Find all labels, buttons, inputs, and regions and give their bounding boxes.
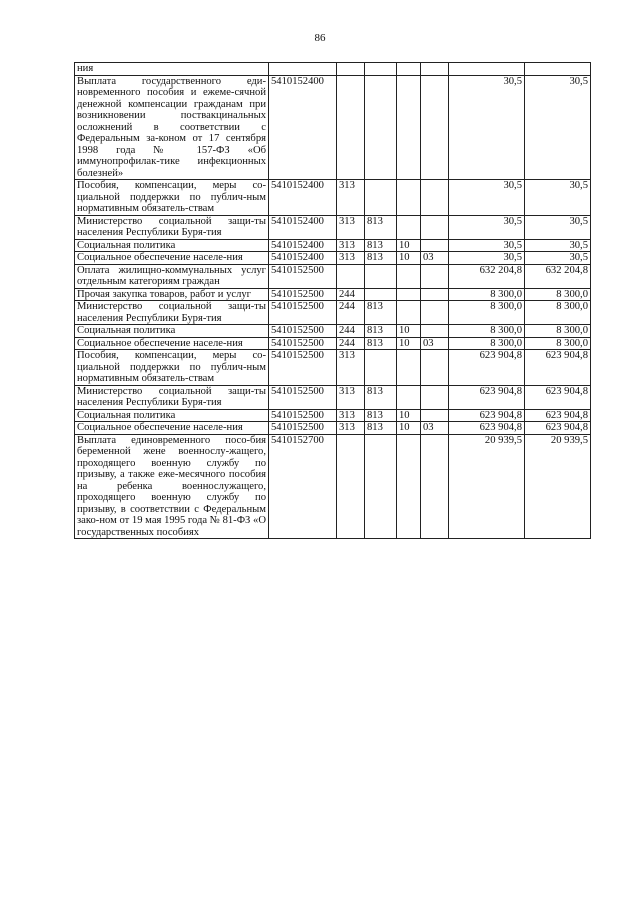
- cell-expense-type: [337, 63, 365, 76]
- cell-amount-1: 30,5: [449, 252, 525, 265]
- table-row: [75, 63, 591, 76]
- page-number: 86: [314, 32, 326, 44]
- cell-subsection: [421, 301, 449, 325]
- cell-amount-2: 632 204,8: [525, 264, 591, 288]
- cell-subsection: [421, 385, 449, 409]
- cell-target-code: 5410152500: [269, 337, 337, 350]
- cell-name: Социальное обеспечение населе-ния: [75, 252, 269, 265]
- cell-section: [397, 434, 421, 539]
- cell-subsection: [421, 180, 449, 216]
- cell-amount-2: 623 904,8: [525, 385, 591, 409]
- cell-target-code: 5410152500: [269, 409, 337, 422]
- budget-table: [74, 62, 591, 539]
- cell-amount-1: 623 904,8: [449, 422, 525, 435]
- cell-amount-1: 623 904,8: [449, 409, 525, 422]
- cell-name: Социальная политика: [75, 239, 269, 252]
- cell-amount-2: 623 904,8: [525, 422, 591, 435]
- cell-amount-1: 8 300,0: [449, 301, 525, 325]
- cell-subsection: 03: [421, 422, 449, 435]
- cell-expense-type: 313: [337, 180, 365, 216]
- cell-amount-2: 8 300,0: [525, 301, 591, 325]
- cell-expense-type: 313: [337, 239, 365, 252]
- cell-ministry-code: 813: [365, 239, 397, 252]
- cell-amount-1: 8 300,0: [449, 288, 525, 301]
- cell-amount-1: 8 300,0: [449, 337, 525, 350]
- cell-name: Выплата государственного еди-новременного пособия и ежеме-сячной денежной компенсации гражданам при возникновении поствакцинальных осложнений в соответствии с Федеральным за-коном от 17 сентября 1998 года № 157-ФЗ «Об иммунопрофилак-тике инфекционных болезней»: [75, 75, 269, 180]
- cell-amount-2: 30,5: [525, 75, 591, 180]
- cell-target-code: 5410152500: [269, 301, 337, 325]
- cell-name: Социальное обеспечение населе-ния: [75, 337, 269, 350]
- cell-amount-2: 30,5: [525, 252, 591, 265]
- cell-section: [397, 264, 421, 288]
- cell-name: Министерство социальной защи-ты населения Республики Буря-тия: [75, 385, 269, 409]
- cell-target-code: 5410152400: [269, 75, 337, 180]
- cell-target-code: 5410152500: [269, 264, 337, 288]
- cell-section: [397, 301, 421, 325]
- cell-target-code: 5410152400: [269, 180, 337, 216]
- cell-expense-type: 313: [337, 385, 365, 409]
- cell-amount-1: [449, 63, 525, 76]
- cell-ministry-code: [365, 434, 397, 539]
- cell-expense-type: 244: [337, 288, 365, 301]
- table-row: [75, 215, 591, 239]
- cell-section: [397, 63, 421, 76]
- cell-expense-type: 244: [337, 337, 365, 350]
- table-row: [75, 409, 591, 422]
- cell-amount-2: 30,5: [525, 180, 591, 216]
- cell-subsection: [421, 63, 449, 76]
- cell-amount-2: 8 300,0: [525, 337, 591, 350]
- table-row: [75, 385, 591, 409]
- cell-subsection: 03: [421, 337, 449, 350]
- cell-name: ния: [75, 63, 269, 76]
- cell-target-code: 5410152400: [269, 239, 337, 252]
- cell-subsection: 03: [421, 252, 449, 265]
- table-row: [75, 180, 591, 216]
- cell-name: Социальная политика: [75, 409, 269, 422]
- cell-subsection: [421, 409, 449, 422]
- cell-expense-type: 313: [337, 409, 365, 422]
- table-row: [75, 75, 591, 180]
- cell-expense-type: 313: [337, 215, 365, 239]
- cell-subsection: [421, 215, 449, 239]
- cell-name: Социальное обеспечение населе-ния: [75, 422, 269, 435]
- cell-section: [397, 75, 421, 180]
- cell-target-code: 5410152400: [269, 252, 337, 265]
- cell-amount-1: 8 300,0: [449, 325, 525, 338]
- cell-expense-type: 313: [337, 422, 365, 435]
- cell-ministry-code: [365, 288, 397, 301]
- cell-amount-1: 30,5: [449, 75, 525, 180]
- cell-expense-type: [337, 434, 365, 539]
- cell-name: Социальная политика: [75, 325, 269, 338]
- cell-amount-1: 20 939,5: [449, 434, 525, 539]
- cell-amount-2: 8 300,0: [525, 288, 591, 301]
- cell-name: Оплата жилищно-коммунальных услуг отдельным категориям граждан: [75, 264, 269, 288]
- cell-section: [397, 350, 421, 386]
- cell-ministry-code: 813: [365, 301, 397, 325]
- cell-name: Пособия, компенсации, меры со-циальной поддержки по публич-ным нормативным обязатель-ствам: [75, 180, 269, 216]
- table-row: [75, 288, 591, 301]
- cell-section: 10: [397, 325, 421, 338]
- cell-section: [397, 288, 421, 301]
- cell-amount-1: 632 204,8: [449, 264, 525, 288]
- table-row: [75, 239, 591, 252]
- cell-section: 10: [397, 337, 421, 350]
- table-row: [75, 337, 591, 350]
- cell-amount-2: 623 904,8: [525, 409, 591, 422]
- cell-ministry-code: 813: [365, 337, 397, 350]
- cell-amount-2: [525, 63, 591, 76]
- cell-name: Прочая закупка товаров, работ и услуг: [75, 288, 269, 301]
- cell-section: 10: [397, 252, 421, 265]
- cell-target-code: 5410152500: [269, 350, 337, 386]
- cell-target-code: 5410152500: [269, 288, 337, 301]
- cell-expense-type: 244: [337, 325, 365, 338]
- cell-expense-type: 313: [337, 350, 365, 386]
- table-body: [75, 63, 591, 539]
- table-row: [75, 252, 591, 265]
- table-row: [75, 301, 591, 325]
- cell-section: [397, 215, 421, 239]
- cell-ministry-code: 813: [365, 409, 397, 422]
- cell-subsection: [421, 239, 449, 252]
- cell-target-code: 5410152500: [269, 325, 337, 338]
- table-row: [75, 350, 591, 386]
- cell-ministry-code: 813: [365, 215, 397, 239]
- cell-target-code: 5410152700: [269, 434, 337, 539]
- cell-section: 10: [397, 422, 421, 435]
- cell-target-code: 5410152500: [269, 385, 337, 409]
- cell-ministry-code: [365, 350, 397, 386]
- cell-amount-1: 623 904,8: [449, 385, 525, 409]
- cell-expense-type: [337, 264, 365, 288]
- table-row: [75, 434, 591, 539]
- cell-section: 10: [397, 239, 421, 252]
- cell-ministry-code: 813: [365, 385, 397, 409]
- cell-ministry-code: [365, 264, 397, 288]
- cell-amount-2: 20 939,5: [525, 434, 591, 539]
- cell-expense-type: 313: [337, 252, 365, 265]
- cell-section: [397, 180, 421, 216]
- table-row: [75, 325, 591, 338]
- cell-expense-type: 244: [337, 301, 365, 325]
- cell-amount-2: 30,5: [525, 239, 591, 252]
- cell-amount-1: 30,5: [449, 215, 525, 239]
- cell-subsection: [421, 264, 449, 288]
- cell-ministry-code: 813: [365, 252, 397, 265]
- cell-target-code: 5410152400: [269, 215, 337, 239]
- cell-amount-2: 623 904,8: [525, 350, 591, 386]
- cell-amount-2: 8 300,0: [525, 325, 591, 338]
- cell-expense-type: [337, 75, 365, 180]
- cell-section: 10: [397, 409, 421, 422]
- cell-amount-1: 30,5: [449, 239, 525, 252]
- cell-subsection: [421, 288, 449, 301]
- cell-ministry-code: [365, 180, 397, 216]
- table-row: [75, 264, 591, 288]
- cell-amount-1: 623 904,8: [449, 350, 525, 386]
- cell-ministry-code: 813: [365, 422, 397, 435]
- cell-subsection: [421, 434, 449, 539]
- cell-subsection: [421, 75, 449, 180]
- cell-target-code: [269, 63, 337, 76]
- cell-target-code: 5410152500: [269, 422, 337, 435]
- cell-name: Министерство социальной защи-ты населения Республики Буря-тия: [75, 301, 269, 325]
- cell-ministry-code: [365, 75, 397, 180]
- cell-amount-1: 30,5: [449, 180, 525, 216]
- cell-ministry-code: [365, 63, 397, 76]
- cell-amount-2: 30,5: [525, 215, 591, 239]
- table-row: [75, 422, 591, 435]
- cell-subsection: [421, 350, 449, 386]
- cell-name: Пособия, компенсации, меры со-циальной поддержки по публич-ным нормативным обязатель-ствам: [75, 350, 269, 386]
- cell-subsection: [421, 325, 449, 338]
- cell-name: Министерство социальной защи-ты населения Республики Буря-тия: [75, 215, 269, 239]
- cell-name: Выплата единовременного посо-бия беременной жене военнослу-жащего, проходящего военную службу по призыву, а также еже-месячного пособия на ребенка военнослужащего, проходящего военную службу по призыву, в соответствии с Федеральным зако-ном от 19 мая 1995 года № 81-ФЗ «О государственных пособиях: [75, 434, 269, 539]
- cell-section: [397, 385, 421, 409]
- cell-ministry-code: 813: [365, 325, 397, 338]
